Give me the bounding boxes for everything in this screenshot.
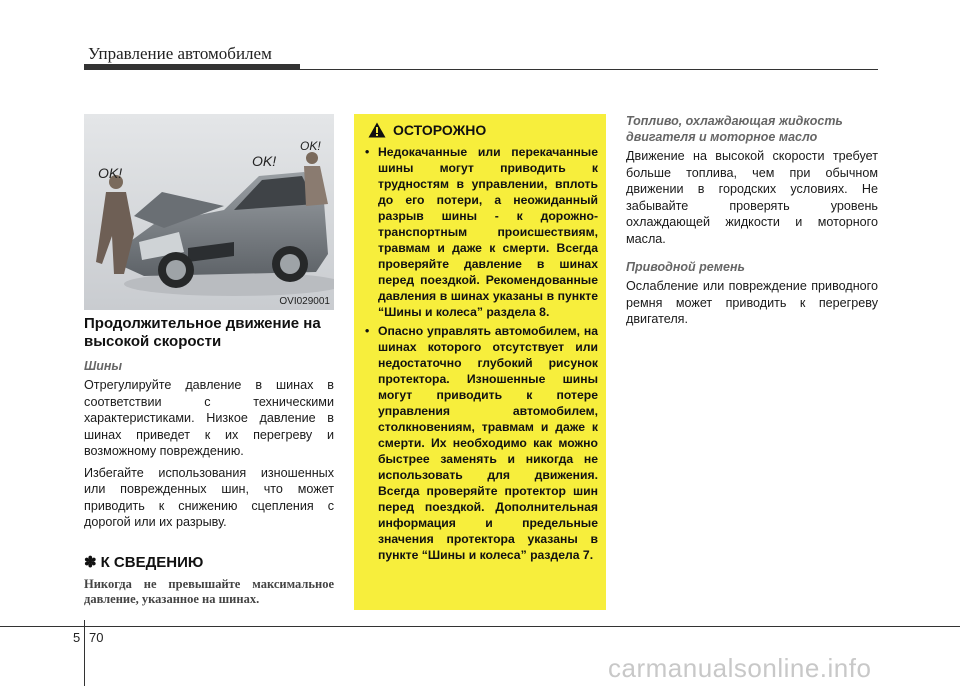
warning-box: [354, 114, 606, 610]
ok-label-left: OK!: [98, 165, 123, 181]
car-drawing: [84, 114, 334, 310]
watermark: carmanualsonline.info: [608, 653, 872, 683]
warning-item-text: Недокачанные или перекачанные шины могут приводить к трудностям в управлении, вплоть до его потери, а неожиданный разрыв шины - к дорожно-транспортным происшествиям, травмам и даже к смерти. Всегда проверяйте давление в шинах перед поездкой. Рекомендованные давления в шинах указаны в пункте “Шины и колеса” раздела 8.: [378, 145, 598, 319]
figure-code: OVI029001: [279, 296, 330, 307]
footer-rule: [0, 626, 960, 627]
warning-triangle-icon: [368, 122, 386, 138]
warning-header: [368, 122, 598, 138]
header-rule-thick: [84, 64, 300, 70]
fuel-paragraph: Движение на высокой скорости требует больше топлива, чем при обычном движении в городских условиях. Не забывайте проверять уровень охлаждающей жидкости и моторного масла.: [626, 149, 878, 246]
warning-item: • Недокачанные или перекачанные шины могут приводить к трудностям в управлении, вплоть до его потери, а неожиданный разрыв шины - к дорожно-транспортным происшествиям, травмам и даже к смерти. Всегда проверяйте давление в шинах перед поездкой. Рекомендованные давления в шинах указаны в пункте “Шины и колеса” раздела 8.: [365, 145, 598, 319]
header-rule-thin: [300, 69, 878, 70]
belt-subheading: Приводной ремень: [626, 260, 745, 274]
warning-title: ОСТОРОЖНО: [393, 122, 487, 138]
car-illustration: [84, 114, 334, 310]
fuel-subheading: Топливо, охлаждающая жидкость двигателя и моторное масло: [626, 114, 843, 144]
ok-label-right: OK!: [300, 139, 321, 153]
page-number: 70: [89, 630, 104, 645]
ok-label-middle: OK!: [252, 153, 277, 169]
footer-divider: [84, 620, 85, 686]
warning-item: • Опасно управлять автомобилем, на шинах которого отсутствует или недостаточно глубокий рисунок протектора. Изношенные шины могут приводить к потере управления автомобилем, столкновениям, травмам и даже к смерти. Их необходимо как можно быстрее заменять и никогда не использовать для движения. Всегда проверяйте протектор шин перед поездкой. Дополнительная информация и предельные значения протектора указаны в пункте “Шины и колеса” раздела 7.: [365, 324, 598, 562]
notice-title-text: К СВЕДЕНИЮ: [100, 553, 204, 571]
notice-title: [84, 553, 334, 571]
notice-marker-icon: ✽: [84, 553, 97, 571]
header-title: Управление автомобилем: [88, 44, 272, 63]
warning-item-text: Опасно управлять автомобилем, на шинах которого отсутствует или недостаточно глубокий рисунок протектора. Изношенные шины могут приводить к потере управления автомобилем, столкновениям, травмам и даже к смерти. Их необходимо как можно быстрее заменять и никогда не использовать для движения. Всегда проверяйте протектор шин перед поездкой. Дополнительная информация и предельные значения протектора указаны в пункте “Шины и колеса” раздела 7.: [378, 324, 598, 562]
belt-paragraph: Ослабление или повреждение приводного ремня может приводить к перегреву двигателя.: [626, 279, 878, 326]
right-column: [626, 113, 878, 340]
chapter-number: 5: [73, 630, 81, 645]
notice-body: Никогда не превышайте максимальное давление, указанное на шинах.: [84, 576, 334, 606]
section-title: Продолжительное движение на высокой скорости: [84, 315, 321, 350]
left-column: [84, 315, 334, 608]
tires-subheading: Шины: [84, 359, 123, 373]
warning-list: [362, 144, 598, 563]
tires-paragraph-2: Избегайте использования изношенных или поврежденных шин, что может приводить к снижению сцепления с дорогой или их разрыву.: [84, 465, 334, 529]
tires-paragraph-1: Отрегулируйте давление в шинах в соответствии с техническими характеристиками. Низкое давление в шинах приведет к их перегреву и возможному повреждению.: [84, 378, 334, 458]
